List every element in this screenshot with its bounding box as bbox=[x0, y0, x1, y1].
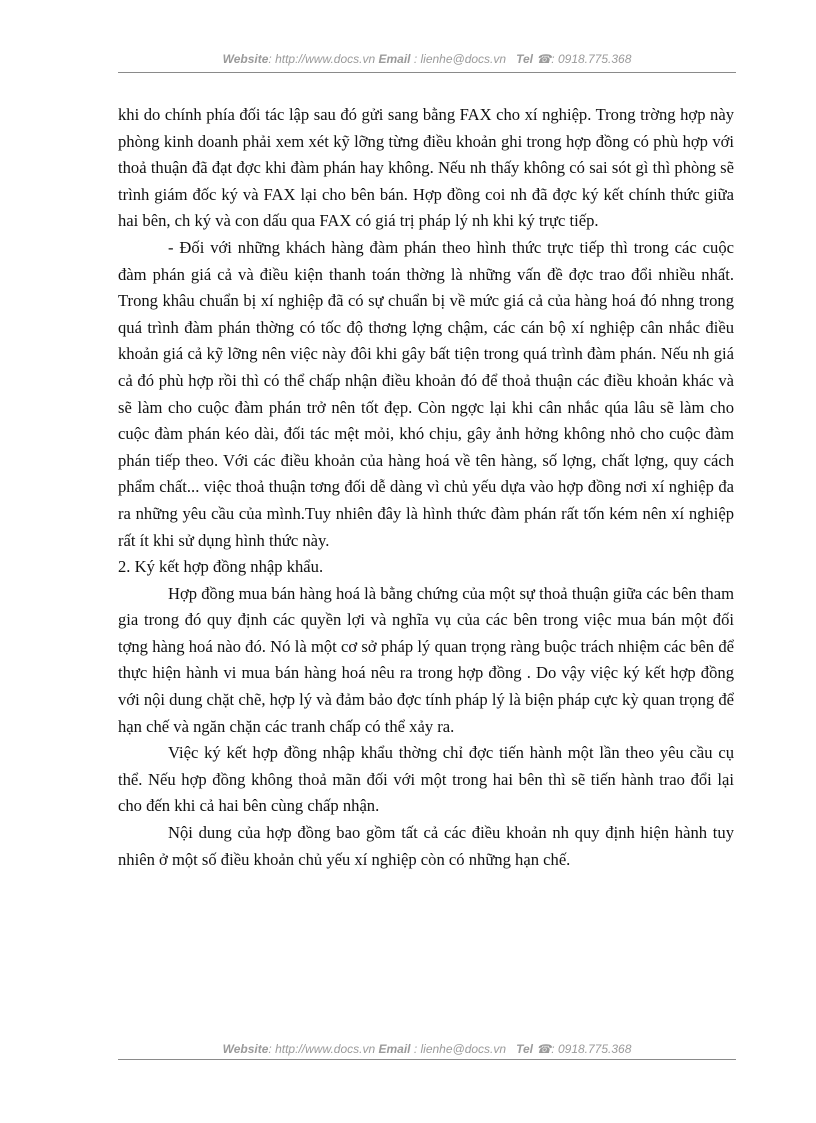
website-value: : http://www.docs.vn bbox=[268, 1042, 376, 1056]
phone-icon: ☎ bbox=[536, 52, 552, 66]
paragraph: Nội dung của hợp đồng bao gồm tất cả các điều khoản nh quy định hiện hành tuy nhiên ở một số điều khoản chủ yếu xí nghiệp còn có những hạn chế. bbox=[118, 823, 734, 869]
footer-divider bbox=[118, 1059, 736, 1060]
tel-value: : 0918.775.368 bbox=[551, 1042, 632, 1056]
paragraph: Hợp đồng mua bán hàng hoá là bằng chứng của một sự thoả thuận giữa các bên tham gia trong đó quy định các quyền lợi và nghĩa vụ của các bên trong việc mua bán một đối tợng hàng hoá nào đó. Nó là một cơ sở pháp lý quan trọng ràng buộc trách nhiệm các bên để thực hiện hành vi mua bán hàng hoá nêu ra trong hợp đồng . Do vậy việc ký kết hợp đồng với nội dung chặt chẽ, hợp lý và đảm bảo đợc tính pháp lý là biện pháp cực kỳ quan trọng để hạn chế và ngăn chặn các tranh chấp có thể xảy ra. bbox=[118, 583, 734, 736]
website-label: Website bbox=[222, 52, 269, 66]
paragraph: - Đối với những khách hàng đàm phán theo hình thức trực tiếp thì trong các cuộc đàm phán giá cả và điều kiện thanh toán thờng là những vấn đề đợc trao đổi nhiều nhất. Trong khâu chuẩn bị xí nghiệp đã có sự chuẩn bị về mức giá cả của hàng hoá đó nhng trong quá trình đàm phán thờng có tốc độ thơng lợng chậm, các cán bộ xí nghiệp cân nhắc điều khoản giá cả kỹ lỡng nên việc này đôi khi gây bất tiện trong quá trình đàm phán. Nếu nh giá cả đó phù hợp rồi thì có thể chấp nhận điều khoản đó để thoả thuận các điều khoản khác và sẽ làm cho cuộc đàm phán trở nên tốt đẹp. Còn ngợc lại khi cân nhắc qúa lâu sẽ làm cho cuộc đàm phán kéo dài, đối tác mệt mỏi, khó chịu, gây ảnh hởng không nhỏ cho cuộc đàm phán tiếp theo. Với các điều khoản của hàng hoá về tên hàng, số lợng, chất lợng, quy cách phẩm chất... việc thoả thuận tơng đối dễ dàng vì chủ yếu dựa vào hợp đồng nơi xí nghiệp đa ra những yêu cầu của mình.Tuy nhiên đây là hình thức đàm phán rất tốn kém nên xí nghiệp rất ít khi sử dụng hình thức này. bbox=[118, 237, 734, 550]
header-divider bbox=[118, 72, 736, 73]
page-header bbox=[118, 52, 736, 66]
email-value: : lienhe@docs.vn bbox=[410, 1042, 507, 1056]
email-label: Email bbox=[378, 52, 411, 66]
page-footer bbox=[118, 1042, 736, 1056]
tel-label: Tel bbox=[516, 52, 533, 66]
email-value: : lienhe@docs.vn bbox=[410, 52, 507, 66]
tel-value: : 0918.775.368 bbox=[551, 52, 632, 66]
email-label: Email bbox=[378, 1042, 411, 1056]
paragraph: Việc ký kết hợp đồng nhập khẩu thờng chỉ đợc tiến hành một lần theo yêu cầu cụ thể. Nếu hợp đồng không thoả mãn đối với một trong hai bên thì sẽ tiến hành trao đổi lại cho đến khi cả hai bên cùng chấp nhận. bbox=[118, 743, 734, 816]
website-value: : http://www.docs.vn bbox=[268, 52, 376, 66]
document-body bbox=[118, 102, 734, 873]
website-label: Website bbox=[222, 1042, 269, 1056]
phone-icon: ☎ bbox=[536, 1042, 552, 1056]
tel-label: Tel bbox=[516, 1042, 533, 1056]
paragraph: khi do chính phía đối tác lập sau đó gửi sang bằng FAX cho xí nghiệp. Trong trờng hợp này phòng kinh doanh phải xem xét kỹ lỡng từng điều khoản ghi trong hợp đồng có phù hợp với thoả thuận đã đạt đợc khi đàm phán hay không. Nếu nh thấy không có sai sót gì thì phòng sẽ trình giám đốc ký và FAX lại cho bên bán. Hợp đồng coi nh đã đợc ký kết chính thức giữa hai bên, ch ký và con dấu qua FAX có giá trị pháp lý nh khi ký trực tiếp. bbox=[118, 105, 734, 231]
section-heading: 2. Ký kết hợp đồng nhập khẩu. bbox=[118, 557, 324, 577]
